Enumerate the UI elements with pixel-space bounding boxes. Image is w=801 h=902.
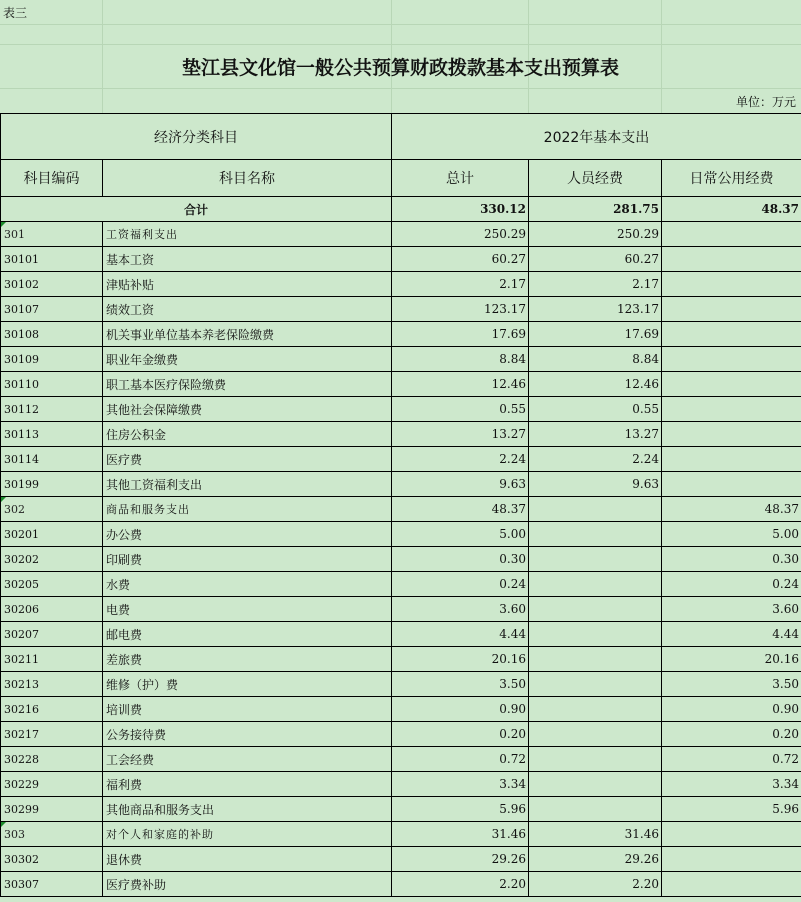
row-public [662,297,801,322]
category-row [1,222,801,247]
category-row [1,497,801,522]
table-row [1,372,801,397]
row-total: 29.26 [392,847,529,872]
row-personnel: 60.27 [529,247,662,272]
row-public [662,397,801,422]
row-total: 17.69 [392,322,529,347]
row-public [662,222,801,247]
row-total: 13.27 [392,422,529,447]
row-code: 301 [1,222,103,247]
header-personnel: 人员经费 [529,160,662,197]
row-personnel [529,697,662,722]
row-public [662,872,801,897]
table-row [1,422,801,447]
header-total: 总计 [392,160,529,197]
row-public [662,347,801,372]
row-public [662,822,801,847]
row-code: 30206 [1,597,103,622]
row-total: 48.37 [392,497,529,522]
row-personnel [529,547,662,572]
row-total: 60.27 [392,247,529,272]
row-code: 30202 [1,547,103,572]
row-personnel: 2.17 [529,272,662,297]
row-code: 30302 [1,847,103,872]
row-total: 2.20 [392,872,529,897]
header-economic-class: 经济分类科目 [1,114,392,160]
row-code: 30199 [1,472,103,497]
header-public: 日常公用经费 [662,160,801,197]
row-code: 30109 [1,347,103,372]
row-total: 20.16 [392,647,529,672]
total-personnel: 281.75 [529,197,662,222]
table-row [1,847,801,872]
unit-label: 单位：万元 [735,95,796,109]
row-name: 其他社会保障缴费 [103,397,392,422]
row-public [662,472,801,497]
row-personnel [529,597,662,622]
row-name: 医疗费补助 [103,872,392,897]
row-name: 绩效工资 [103,297,392,322]
table-row [1,747,801,772]
row-personnel [529,647,662,672]
row-name: 其他商品和服务支出 [103,797,392,822]
table-row [1,247,801,272]
row-public: 0.90 [662,697,801,722]
table-row [1,872,801,897]
row-total: 8.84 [392,347,529,372]
row-public: 0.20 [662,722,801,747]
row-code: 30211 [1,647,103,672]
row-code: 30228 [1,747,103,772]
row-personnel: 2.20 [529,872,662,897]
row-code: 30113 [1,422,103,447]
row-name: 其他工资福利支出 [103,472,392,497]
row-personnel [529,522,662,547]
row-name: 维修（护）费 [103,672,392,697]
row-total: 12.46 [392,372,529,397]
row-name: 印刷费 [103,547,392,572]
row-name: 工资福利支出 [103,222,392,247]
row-code: 30307 [1,872,103,897]
row-personnel: 12.46 [529,372,662,397]
row-total: 3.34 [392,772,529,797]
row-total: 2.17 [392,272,529,297]
row-code: 30207 [1,622,103,647]
row-personnel: 9.63 [529,472,662,497]
row-personnel [529,797,662,822]
header-name: 科目名称 [103,160,392,197]
table-row [1,697,801,722]
row-total: 0.55 [392,397,529,422]
row-public: 3.50 [662,672,801,697]
row-name: 电费 [103,597,392,622]
row-code: 30217 [1,722,103,747]
row-name: 水费 [103,572,392,597]
row-name: 公务接待费 [103,722,392,747]
row-name: 培训费 [103,697,392,722]
row-code: 30216 [1,697,103,722]
row-public: 4.44 [662,622,801,647]
row-total: 0.72 [392,747,529,772]
row-name: 对个人和家庭的补助 [103,822,392,847]
row-personnel: 13.27 [529,422,662,447]
row-personnel: 8.84 [529,347,662,372]
table-row [1,547,801,572]
row-personnel: 0.55 [529,397,662,422]
cell-note-marker [1,822,6,827]
row-total: 2.24 [392,447,529,472]
row-name: 津贴补贴 [103,272,392,297]
row-code: 30102 [1,272,103,297]
table-row [1,297,801,322]
row-public [662,247,801,272]
page-title: 垫江县文化馆一般公共预算财政拨款基本支出预算表 [181,57,619,79]
row-public: 20.16 [662,647,801,672]
table-row [1,397,801,422]
row-total: 9.63 [392,472,529,497]
row-code: 30110 [1,372,103,397]
row-code: 30213 [1,672,103,697]
table-row [1,672,801,697]
total-sum: 330.12 [392,197,529,222]
row-personnel [529,722,662,747]
row-name: 差旅费 [103,647,392,672]
row-name: 邮电费 [103,622,392,647]
row-code: 30229 [1,772,103,797]
row-name: 住房公积金 [103,422,392,447]
table-row [1,597,801,622]
row-code: 30205 [1,572,103,597]
row-name: 基本工资 [103,247,392,272]
row-personnel: 31.46 [529,822,662,847]
header-code: 科目编码 [1,160,103,197]
row-code: 30108 [1,322,103,347]
table-row [1,522,801,547]
row-personnel [529,747,662,772]
row-name: 工会经费 [103,747,392,772]
row-public: 0.30 [662,547,801,572]
row-public: 3.34 [662,772,801,797]
row-public [662,322,801,347]
table-row [1,622,801,647]
row-total: 0.90 [392,697,529,722]
table-row [1,347,801,372]
row-name: 机关事业单位基本养老保险缴费 [103,322,392,347]
row-total: 31.46 [392,822,529,847]
row-total: 3.50 [392,672,529,697]
row-total: 3.60 [392,597,529,622]
total-label: 合计 [1,197,392,222]
row-code: 30107 [1,297,103,322]
table-row [1,647,801,672]
row-public: 0.24 [662,572,801,597]
row-personnel: 2.24 [529,447,662,472]
row-public [662,447,801,472]
row-total: 5.00 [392,522,529,547]
table-row [1,447,801,472]
row-name: 福利费 [103,772,392,797]
row-name: 职业年金缴费 [103,347,392,372]
row-public [662,422,801,447]
row-personnel: 250.29 [529,222,662,247]
row-total: 250.29 [392,222,529,247]
row-public: 5.00 [662,522,801,547]
total-public: 48.37 [662,197,801,222]
row-code: 30201 [1,522,103,547]
row-name: 办公费 [103,522,392,547]
row-personnel [529,772,662,797]
row-public [662,272,801,297]
table-row [1,772,801,797]
row-personnel [529,497,662,522]
row-code: 30112 [1,397,103,422]
row-public [662,372,801,397]
row-total: 0.20 [392,722,529,747]
row-total: 4.44 [392,622,529,647]
row-public: 0.72 [662,747,801,772]
row-total: 123.17 [392,297,529,322]
row-total: 5.96 [392,797,529,822]
table-row [1,322,801,347]
row-total: 0.24 [392,572,529,597]
row-code: 303 [1,822,103,847]
row-personnel: 29.26 [529,847,662,872]
header-group-row [1,114,801,160]
table-row [1,797,801,822]
row-code: 30101 [1,247,103,272]
budget-table [0,113,801,897]
row-public [662,847,801,872]
total-row [1,197,801,222]
row-name: 职工基本医疗保险缴费 [103,372,392,397]
table-row [1,722,801,747]
row-code: 30114 [1,447,103,472]
row-personnel: 17.69 [529,322,662,347]
row-personnel [529,622,662,647]
category-row [1,822,801,847]
cell-note-marker [1,222,6,227]
table-row [1,272,801,297]
row-personnel [529,572,662,597]
table-row [1,472,801,497]
row-total: 0.30 [392,547,529,572]
table-row [1,572,801,597]
row-personnel: 123.17 [529,297,662,322]
row-name: 退休费 [103,847,392,872]
row-personnel [529,672,662,697]
sheet-label: 表三 [3,6,28,20]
row-code: 30299 [1,797,103,822]
header-basic-expenditure: 2022年基本支出 [392,114,801,160]
row-public: 48.37 [662,497,801,522]
row-code: 302 [1,497,103,522]
row-name: 医疗费 [103,447,392,472]
row-public: 3.60 [662,597,801,622]
cell-note-marker [1,497,6,502]
row-name: 商品和服务支出 [103,497,392,522]
row-public: 5.96 [662,797,801,822]
header-column-row [1,160,801,197]
